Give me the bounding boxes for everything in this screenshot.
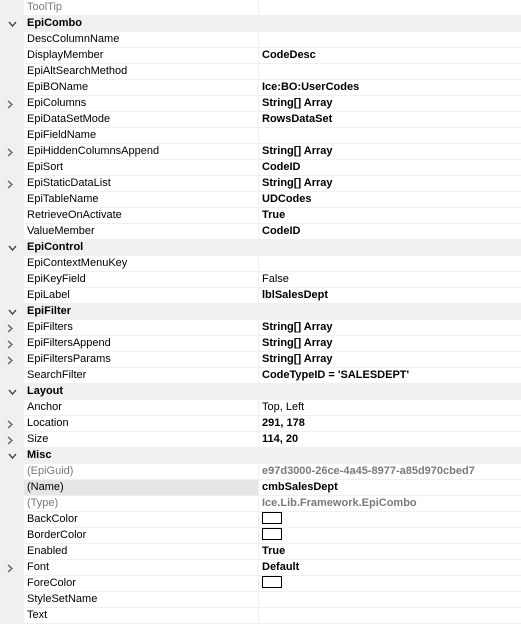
property-row-tooltip[interactable]: [0, 0, 521, 16]
collapse-chevron-icon[interactable]: [0, 240, 24, 256]
property-value[interactable]: [259, 576, 521, 592]
color-swatch: [262, 512, 282, 524]
collapse-chevron-icon[interactable]: [0, 304, 24, 320]
property-value[interactable]: 291, 178: [259, 416, 521, 432]
property-value[interactable]: [259, 608, 521, 624]
property-row-enabled[interactable]: [0, 544, 521, 560]
property-name[interactable]: EpiHiddenColumnsAppend: [24, 144, 259, 160]
row-margin: [0, 608, 24, 624]
property-name[interactable]: Size: [24, 432, 259, 448]
property-name[interactable]: Enabled: [24, 544, 259, 560]
property-row-valuemember[interactable]: [0, 224, 521, 240]
property-value[interactable]: String[] Array: [259, 144, 521, 160]
row-margin: [0, 64, 24, 80]
row-margin: [0, 368, 24, 384]
property-name[interactable]: EpiContextMenuKey: [24, 256, 259, 272]
property-name[interactable]: EpiFieldName: [24, 128, 259, 144]
property-value[interactable]: CodeID: [259, 224, 521, 240]
property-row-epifiltersappend[interactable]: [0, 336, 521, 352]
property-value[interactable]: Top, Left: [259, 400, 521, 416]
row-margin: [0, 160, 24, 176]
property-name[interactable]: Font: [24, 560, 259, 576]
collapse-chevron-icon[interactable]: [0, 384, 24, 400]
property-row-backcolor[interactable]: [0, 512, 521, 528]
property-name[interactable]: EpiStaticDataList: [24, 176, 259, 192]
property-name[interactable]: EpiAltSearchMethod: [24, 64, 259, 80]
category-epicombo[interactable]: [0, 16, 521, 32]
property-value[interactable]: [259, 512, 521, 528]
property-value[interactable]: Default: [259, 560, 521, 576]
expand-chevron-icon[interactable]: [0, 560, 24, 576]
row-margin: [0, 400, 24, 416]
property-value[interactable]: String[] Array: [259, 176, 521, 192]
property-value[interactable]: String[] Array: [259, 320, 521, 336]
property-value[interactable]: Ice:BO:UserCodes: [259, 80, 521, 96]
expand-chevron-icon[interactable]: [0, 320, 24, 336]
property-value[interactable]: CodeDesc: [259, 48, 521, 64]
property-value[interactable]: Ice.Lib.Framework.EpiCombo: [259, 496, 521, 512]
property-row-displaymember[interactable]: [0, 48, 521, 64]
property-value[interactable]: [259, 256, 521, 272]
property-value[interactable]: [259, 64, 521, 80]
row-margin: [0, 80, 24, 96]
property-value[interactable]: True: [259, 544, 521, 560]
property-row-forecolor[interactable]: [0, 576, 521, 592]
property-row-bordercolor[interactable]: [0, 528, 521, 544]
category-label: Layout: [27, 385, 64, 397]
category-misc[interactable]: [0, 448, 521, 464]
property-name[interactable]: ValueMember: [24, 224, 259, 240]
row-margin: [0, 48, 24, 64]
row-margin: [0, 32, 24, 48]
property-row-epicontextmenukey[interactable]: [0, 256, 521, 272]
property-name[interactable]: (Type): [24, 496, 259, 512]
property-row-epialtsearchmethod[interactable]: [0, 64, 521, 80]
category-label: EpiCombo: [27, 17, 82, 29]
row-margin: [0, 0, 24, 16]
property-value[interactable]: RowsDataSet: [259, 112, 521, 128]
color-swatch: [262, 576, 282, 588]
expand-chevron-icon[interactable]: [0, 352, 24, 368]
expand-chevron-icon[interactable]: [0, 416, 24, 432]
property-row-epitablename[interactable]: [0, 192, 521, 208]
category-epicontrol[interactable]: [0, 240, 521, 256]
property-value[interactable]: [259, 128, 521, 144]
property-name[interactable]: RetrieveOnActivate: [24, 208, 259, 224]
category-epifilter[interactable]: [0, 304, 521, 320]
color-swatch: [262, 528, 282, 540]
property-value[interactable]: [259, 528, 521, 544]
property-name[interactable]: ForeColor: [24, 576, 259, 592]
property-name[interactable]: EpiKeyField: [24, 272, 259, 288]
property-row-desccolumnname[interactable]: [0, 32, 521, 48]
property-name[interactable]: Location: [24, 416, 259, 432]
property-value[interactable]: e97d3000-26ce-4a45-8977-a85d970cbed7: [259, 464, 521, 480]
property-row-epifiltersparams[interactable]: [0, 352, 521, 368]
collapse-chevron-icon[interactable]: [0, 16, 24, 32]
property-name[interactable]: EpiDataSetMode: [24, 112, 259, 128]
property-row-font[interactable]: [0, 560, 521, 576]
category-label: EpiFilter: [27, 305, 72, 317]
property-name[interactable]: EpiFiltersParams: [24, 352, 259, 368]
property-row-epiguid[interactable]: [0, 464, 521, 480]
property-row-epidatasetmode[interactable]: [0, 112, 521, 128]
category-label: EpiControl: [27, 241, 84, 253]
property-row-epiboname[interactable]: [0, 80, 521, 96]
property-value[interactable]: [259, 592, 521, 608]
property-row-epicolumns[interactable]: [0, 96, 521, 112]
property-row-epihiddencolumnsappend[interactable]: [0, 144, 521, 160]
property-name[interactable]: Anchor: [24, 400, 259, 416]
property-name[interactable]: EpiBOName: [24, 80, 259, 96]
row-margin: [0, 464, 24, 480]
row-margin: [0, 272, 24, 288]
row-margin: [0, 128, 24, 144]
property-name[interactable]: BorderColor: [24, 528, 259, 544]
property-name[interactable]: EpiFiltersAppend: [24, 336, 259, 352]
row-margin: [0, 528, 24, 544]
row-margin: [0, 544, 24, 560]
property-name[interactable]: EpiFilters: [24, 320, 259, 336]
row-margin: [0, 480, 24, 496]
row-margin: [0, 112, 24, 128]
category-label: Misc: [27, 449, 52, 461]
property-value[interactable]: True: [259, 208, 521, 224]
row-margin: [0, 256, 24, 272]
row-margin: [0, 208, 24, 224]
row-margin: [0, 288, 24, 304]
property-row-stylesetname[interactable]: [0, 592, 521, 608]
property-row-epikeyfield[interactable]: [0, 272, 521, 288]
property-value[interactable]: 114, 20: [259, 432, 521, 448]
property-name[interactable]: Text: [24, 608, 259, 624]
expand-chevron-icon[interactable]: [0, 432, 24, 448]
property-row-text[interactable]: [0, 608, 521, 624]
row-margin: [0, 496, 24, 512]
property-row-retrieveonactivate[interactable]: [0, 208, 521, 224]
property-row-epilabel[interactable]: [0, 288, 521, 304]
expand-chevron-icon[interactable]: [0, 336, 24, 352]
property-name[interactable]: StyleSetName: [24, 592, 259, 608]
row-margin: [0, 592, 24, 608]
property-name[interactable]: SearchFilter: [24, 368, 259, 384]
expand-chevron-icon[interactable]: [0, 144, 24, 160]
property-value[interactable]: String[] Array: [259, 336, 521, 352]
property-name[interactable]: (EpiGuid): [24, 464, 259, 480]
property-row-epifilters[interactable]: [0, 320, 521, 336]
property-row-anchor[interactable]: [0, 400, 521, 416]
property-value[interactable]: String[] Array: [259, 96, 521, 112]
property-row-type[interactable]: [0, 496, 521, 512]
property-name[interactable]: ToolTip: [24, 0, 259, 16]
property-name[interactable]: BackColor: [24, 512, 259, 528]
property-name[interactable]: EpiColumns: [24, 96, 259, 112]
property-row-searchfilter[interactable]: [0, 368, 521, 384]
row-margin: [0, 224, 24, 240]
property-row-size[interactable]: [0, 432, 521, 448]
row-margin: [0, 576, 24, 592]
property-value[interactable]: [259, 0, 521, 16]
expand-chevron-icon[interactable]: [0, 96, 24, 112]
property-name[interactable]: EpiLabel: [24, 288, 259, 304]
property-name[interactable]: (Name): [24, 480, 259, 496]
property-value[interactable]: CodeID: [259, 160, 521, 176]
property-name[interactable]: EpiSort: [24, 160, 259, 176]
property-value[interactable]: False: [259, 272, 521, 288]
row-margin: [0, 512, 24, 528]
property-row-epistaticdatalist[interactable]: [0, 176, 521, 192]
collapse-chevron-icon[interactable]: [0, 448, 24, 464]
category-layout[interactable]: [0, 384, 521, 400]
property-name[interactable]: DescColumnName: [24, 32, 259, 48]
property-value[interactable]: UDCodes: [259, 192, 521, 208]
property-row-epifieldname[interactable]: [0, 128, 521, 144]
property-row-name[interactable]: [0, 480, 521, 496]
property-row-episort[interactable]: [0, 160, 521, 176]
row-margin: [0, 192, 24, 208]
property-value[interactable]: [259, 32, 521, 48]
property-value[interactable]: String[] Array: [259, 352, 521, 368]
property-name[interactable]: EpiTableName: [24, 192, 259, 208]
property-value[interactable]: CodeTypeID = 'SALESDEPT': [259, 368, 521, 384]
property-value[interactable]: cmbSalesDept: [259, 480, 521, 496]
property-row-location[interactable]: [0, 416, 521, 432]
property-name[interactable]: DisplayMember: [24, 48, 259, 64]
expand-chevron-icon[interactable]: [0, 176, 24, 192]
property-value[interactable]: lblSalesDept: [259, 288, 521, 304]
